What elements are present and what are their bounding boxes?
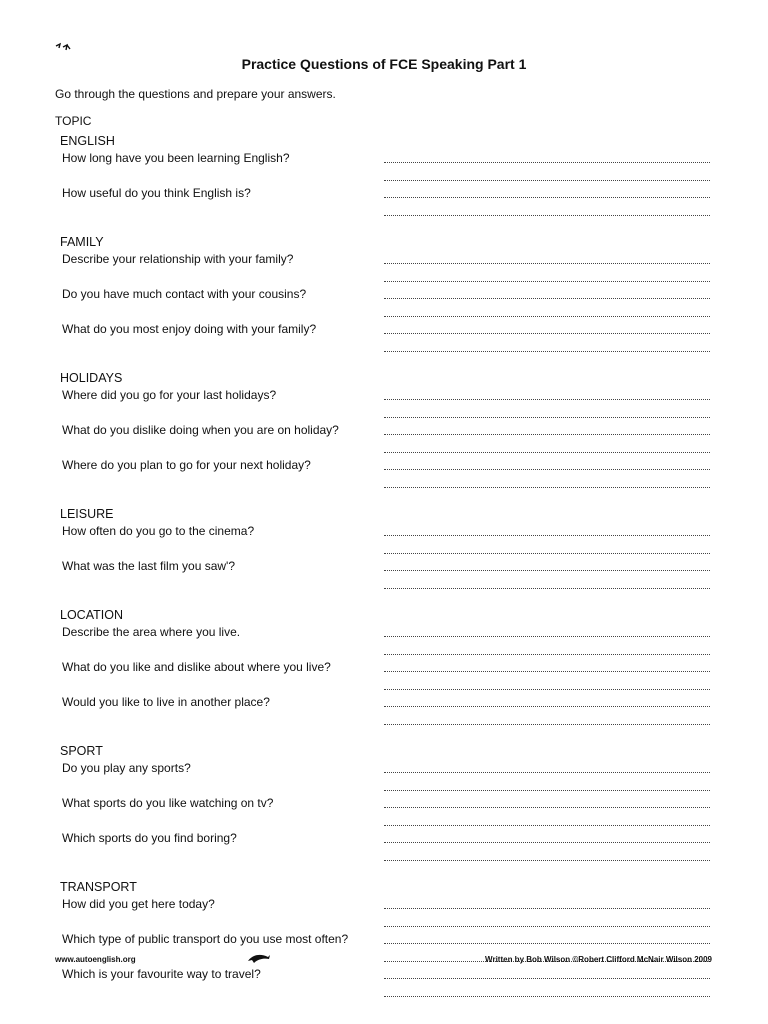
question-row	[0, 387, 768, 422]
question-row	[0, 966, 768, 1001]
answer-line[interactable]	[384, 825, 710, 826]
question-row	[0, 251, 768, 286]
question-text: Do you have much contact with your cousins?	[62, 287, 307, 301]
question-row	[0, 523, 768, 558]
answer-line[interactable]	[384, 215, 710, 216]
question-row	[0, 760, 768, 795]
answer-line[interactable]	[384, 351, 710, 352]
section-leisure	[0, 506, 768, 593]
answer-line[interactable]	[384, 263, 710, 264]
question-row	[0, 795, 768, 830]
answer-line[interactable]	[384, 807, 710, 808]
question-text: What do you most enjoy doing with your family?	[62, 322, 317, 336]
footer-credit: Written by Bob Wilson ©Robert Clifford McNair Wilson 2009	[485, 955, 712, 964]
question-text: How often do you go to the cinema?	[62, 524, 255, 538]
answer-line[interactable]	[384, 333, 710, 334]
question-row	[0, 422, 768, 457]
section-sport	[0, 743, 768, 865]
answer-line[interactable]	[384, 469, 710, 470]
question-row	[0, 321, 768, 356]
question-text: What was the last film you saw'?	[62, 559, 236, 573]
question-row	[0, 624, 768, 659]
answer-line[interactable]	[384, 535, 710, 536]
section-english	[0, 133, 768, 220]
answer-line[interactable]	[384, 316, 710, 317]
answer-line[interactable]	[384, 908, 710, 909]
answer-line[interactable]	[384, 978, 710, 979]
answer-area[interactable]	[384, 966, 710, 1014]
section-header: SPORT	[60, 744, 103, 758]
question-text: Which is your favourite way to travel?	[62, 967, 261, 981]
answer-line[interactable]	[384, 197, 710, 198]
section-header: LEISURE	[60, 507, 114, 521]
question-row	[0, 185, 768, 220]
answer-area[interactable]	[384, 185, 710, 233]
question-row	[0, 457, 768, 492]
question-text: How long have you been learning English?	[62, 151, 290, 165]
answer-line[interactable]	[384, 671, 710, 672]
answer-area[interactable]	[384, 457, 710, 505]
answer-line[interactable]	[384, 790, 710, 791]
answer-line[interactable]	[384, 487, 710, 488]
question-text: What do you like and dislike about where you live?	[62, 660, 331, 674]
answer-line[interactable]	[384, 434, 710, 435]
section-holidays	[0, 370, 768, 492]
question-row	[0, 896, 768, 931]
question-list	[0, 133, 768, 1015]
question-text: Would you like to live in another place?	[62, 695, 270, 709]
section-header: LOCATION	[60, 608, 123, 622]
answer-line[interactable]	[384, 654, 710, 655]
question-text: How did you get here today?	[62, 897, 215, 911]
answer-line[interactable]	[384, 180, 710, 181]
answer-line[interactable]	[384, 162, 710, 163]
answer-line[interactable]	[384, 636, 710, 637]
section-header: ENGLISH	[60, 134, 115, 148]
question-text: Describe the area where you live.	[62, 625, 241, 639]
answer-line[interactable]	[384, 588, 710, 589]
dolphin-logo-icon	[246, 949, 272, 967]
question-row	[0, 830, 768, 865]
question-text: Which sports do you find boring?	[62, 831, 237, 845]
answer-line[interactable]	[384, 298, 710, 299]
answer-line[interactable]	[384, 772, 710, 773]
question-row	[0, 150, 768, 185]
question-text: Describe your relationship with your family?	[62, 252, 294, 266]
topic-label: TOPIC	[55, 114, 92, 128]
answer-line[interactable]	[384, 553, 710, 554]
answer-line[interactable]	[384, 943, 710, 944]
question-text: What sports do you like watching on tv?	[62, 796, 274, 810]
page-title: Practice Questions of FCE Speaking Part 1	[241, 56, 527, 72]
answer-line[interactable]	[384, 706, 710, 707]
section-header: FAMILY	[60, 235, 104, 249]
question-row	[0, 659, 768, 694]
question-row	[0, 558, 768, 593]
answer-line[interactable]	[384, 842, 710, 843]
answer-area[interactable]	[384, 558, 710, 606]
answer-line[interactable]	[384, 689, 710, 690]
answer-line[interactable]	[384, 399, 710, 400]
intro-text: Go through the questions and prepare your answers.	[55, 87, 336, 101]
answer-line[interactable]	[384, 724, 710, 725]
answer-line[interactable]	[384, 860, 710, 861]
question-text: Which type of public transport do you use most often?	[62, 932, 349, 946]
question-text: Where did you go for your last holidays?	[62, 388, 277, 402]
answer-area[interactable]	[384, 830, 710, 878]
section-family	[0, 234, 768, 356]
question-text: How useful do you think English is?	[62, 186, 251, 200]
question-text: Where do you plan to go for your next holiday?	[62, 458, 311, 472]
question-text: Do you play any sports?	[62, 761, 191, 775]
answer-line[interactable]	[384, 417, 710, 418]
answer-line[interactable]	[384, 570, 710, 571]
question-row	[0, 694, 768, 729]
answer-line[interactable]	[384, 452, 710, 453]
answer-area[interactable]	[384, 321, 710, 369]
answer-line[interactable]	[384, 926, 710, 927]
section-transport	[0, 879, 768, 1001]
footer-website: www.autoenglish.org	[55, 955, 136, 964]
question-row	[0, 286, 768, 321]
answer-area[interactable]	[384, 694, 710, 742]
section-header: HOLIDAYS	[60, 371, 123, 385]
section-location	[0, 607, 768, 729]
section-header: TRANSPORT	[60, 880, 137, 894]
question-text: What do you dislike doing when you are on holiday?	[62, 423, 339, 437]
answer-line[interactable]	[384, 996, 710, 997]
bird-mark-icon	[54, 40, 74, 56]
answer-line[interactable]	[384, 281, 710, 282]
